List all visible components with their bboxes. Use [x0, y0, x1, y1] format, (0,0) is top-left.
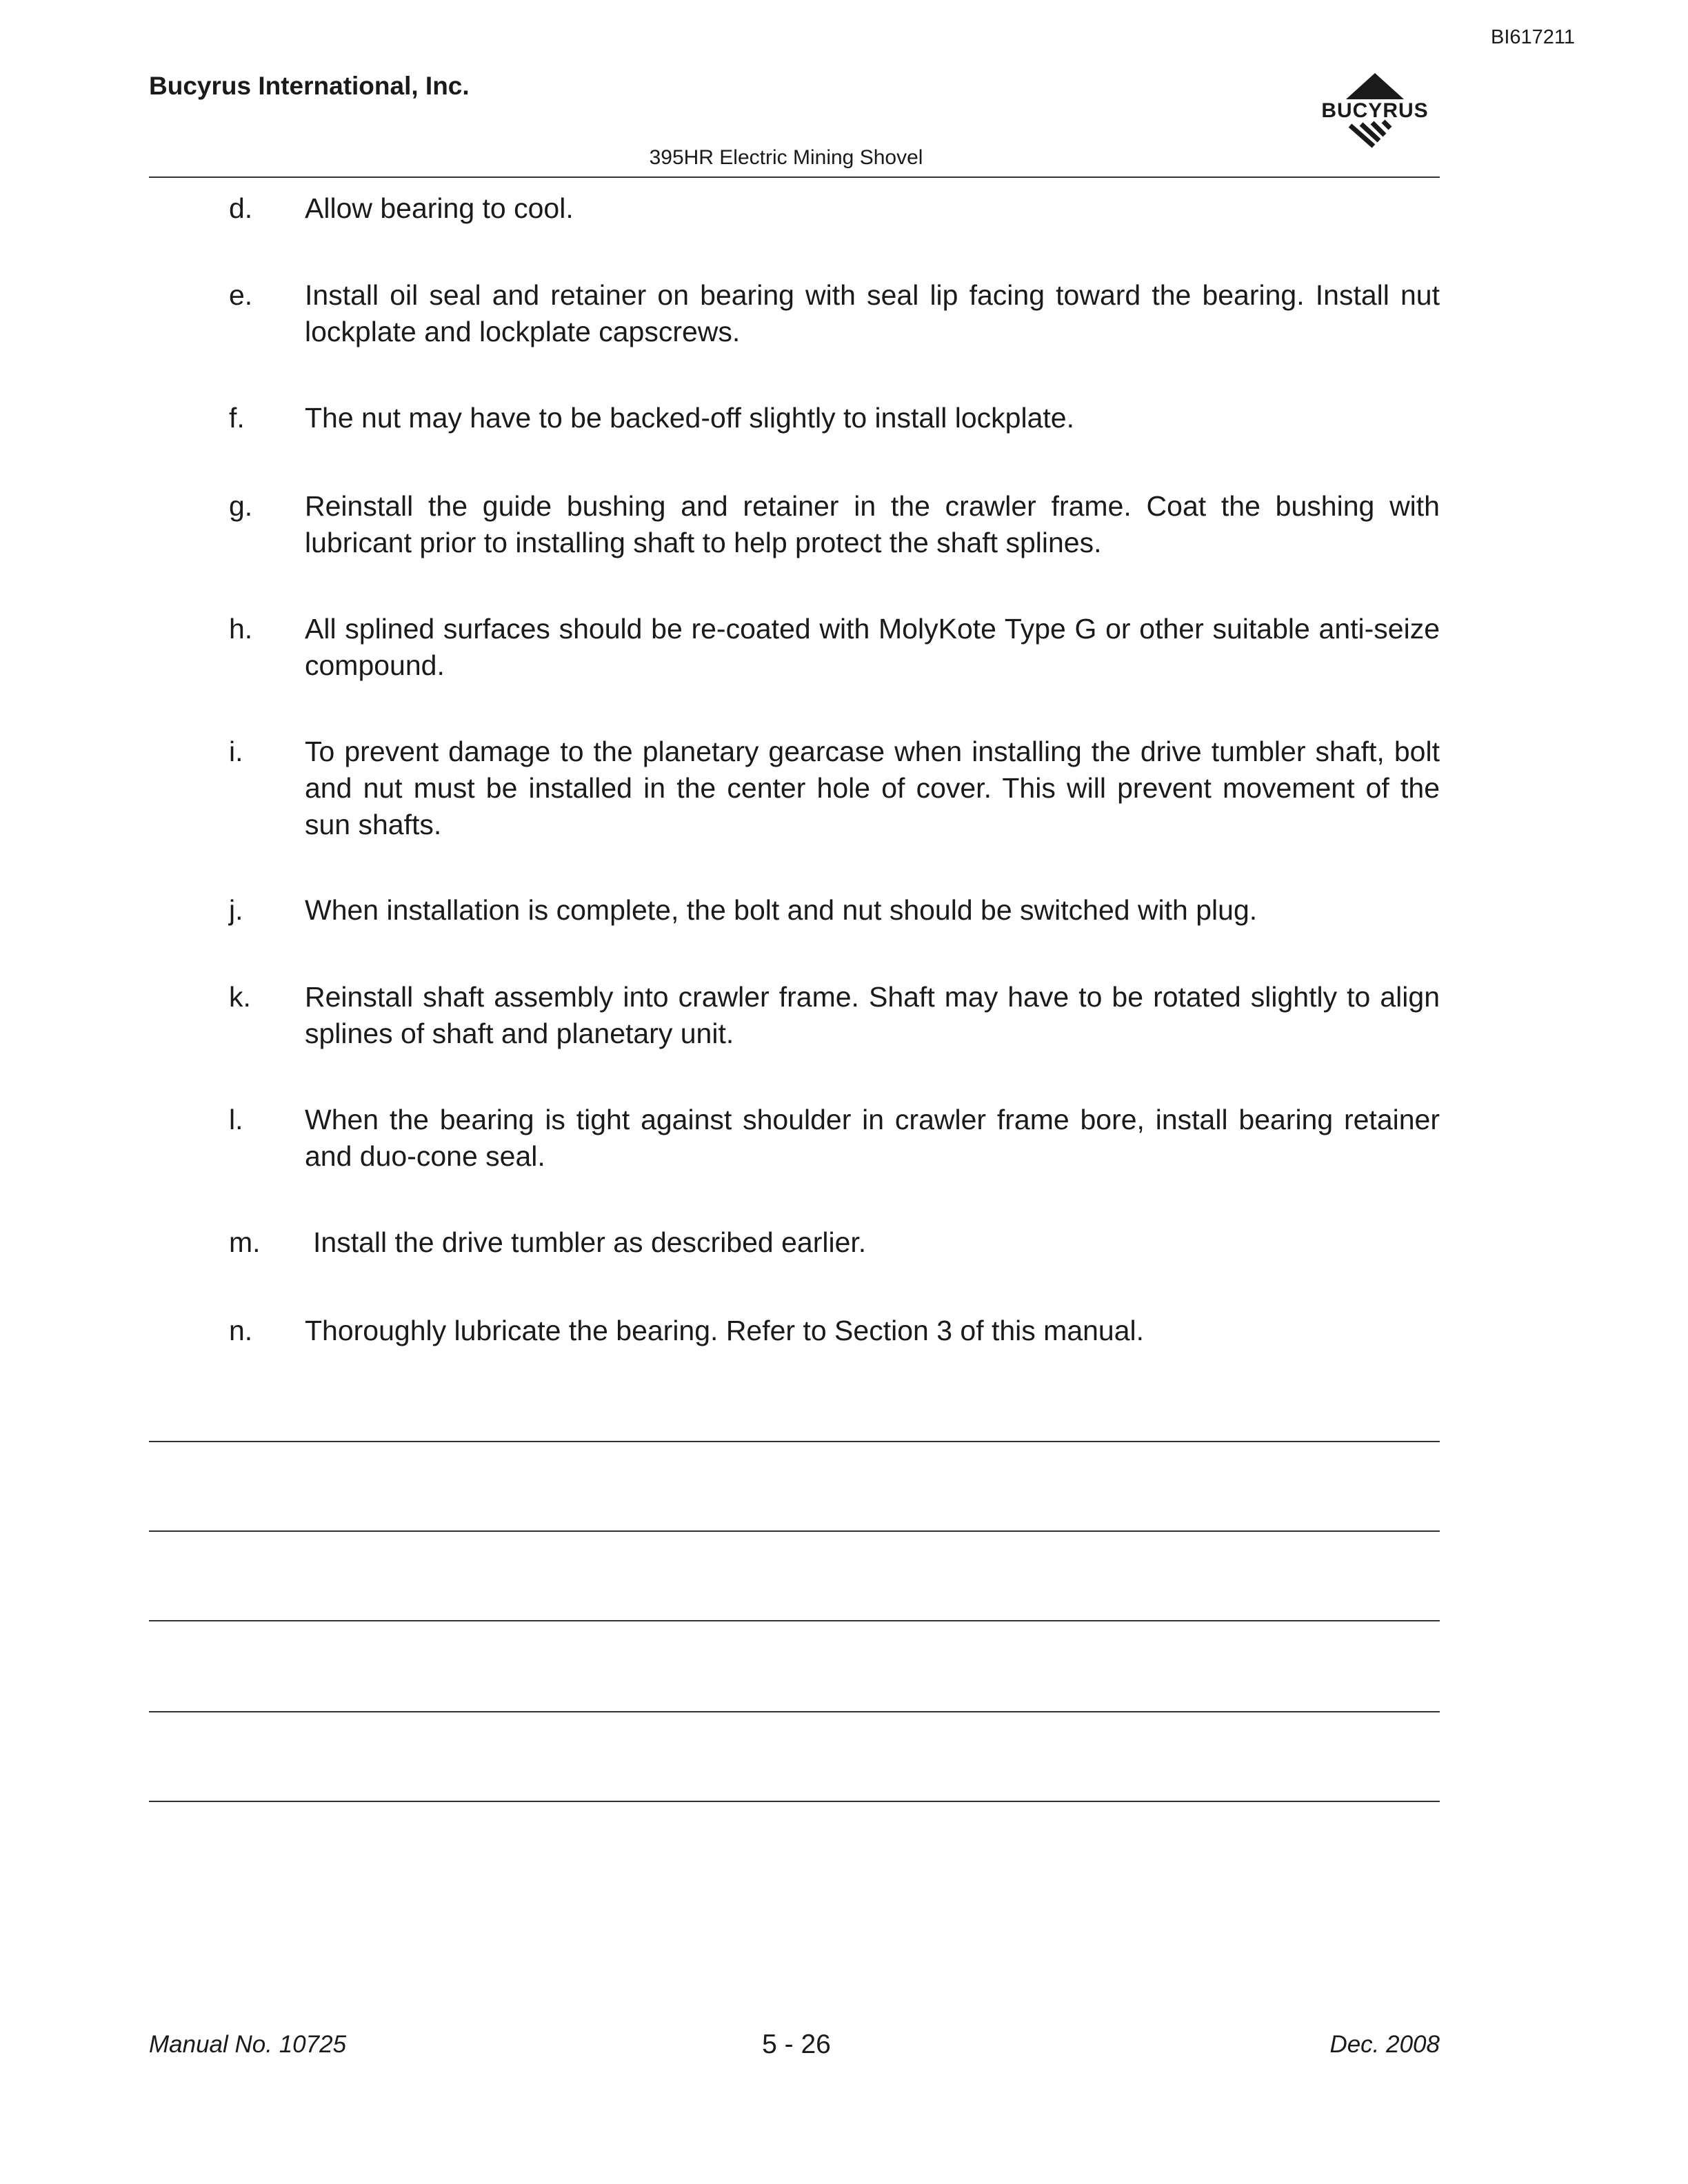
notes-line: [149, 1711, 1440, 1712]
notes-line: [149, 1801, 1440, 1802]
page-number: 5 - 26: [762, 2030, 831, 2059]
notes-line: [149, 1620, 1440, 1621]
step-text: To prevent damage to the planetary gearcase when installing the drive tumbler shaft, bolt and nut must be installed in the center hole of cover. This will prevent movement of the sun shafts.: [305, 736, 1440, 840]
manual-number: Manual No. 10725: [149, 2031, 347, 2058]
step-text: The nut may have to be backed-off slightly to install lockplate.: [305, 402, 1074, 434]
document-id: BI617211: [1491, 26, 1576, 48]
header-rule: [149, 176, 1440, 178]
step-letter: k.: [229, 981, 251, 1013]
step-letter: l.: [229, 1104, 243, 1135]
step-text: All splined surfaces should be re-coated with MolyKote Type G or other suitable anti-seize compound.: [305, 613, 1440, 681]
step-letter: h.: [229, 613, 253, 645]
step-text: Install oil seal and retainer on bearing with seal lip facing toward the bearing. Install nut lockplate and lockplate capscrews.: [305, 279, 1440, 347]
step-text: Install the drive tumbler as described earlier.: [313, 1226, 867, 1258]
step-letter: j.: [229, 894, 243, 926]
step-text: When installation is complete, the bolt and nut should be switched with plug.: [305, 894, 1258, 926]
step-letter: g.: [229, 490, 253, 522]
step-letter: f.: [229, 402, 245, 434]
step-text: Allow bearing to cool.: [305, 192, 574, 224]
bucyrus-logo: [1310, 72, 1440, 149]
step-text: Thoroughly lubricate the bearing. Refer to Section 3 of this manual.: [305, 1315, 1145, 1346]
step-letter: d.: [229, 192, 253, 224]
step-letter: e.: [229, 279, 253, 311]
notes-line: [149, 1441, 1440, 1442]
step-letter: n.: [229, 1315, 253, 1346]
step-text: Reinstall shaft assembly into crawler frame. Shaft may have to be rotated slightly to align splines of shaft and planetary unit.: [305, 981, 1440, 1049]
revision-date: Dec. 2008: [1329, 2031, 1440, 2058]
step-text: When the bearing is tight against shoulder in crawler frame bore, install bearing retainer and duo-cone seal.: [305, 1104, 1440, 1172]
step-text: Reinstall the guide bushing and retainer in the crawler frame. Coat the bushing with lubricant prior to installing shaft to help protect the shaft splines.: [305, 490, 1440, 558]
step-letter: m.: [229, 1226, 261, 1258]
logo-text: BUCYRUS: [1321, 99, 1429, 122]
notes-line: [149, 1530, 1440, 1532]
step-letter: i.: [229, 736, 243, 767]
company-name: Bucyrus International, Inc.: [149, 72, 470, 100]
document-subtitle: 395HR Electric Mining Shovel: [649, 146, 923, 169]
